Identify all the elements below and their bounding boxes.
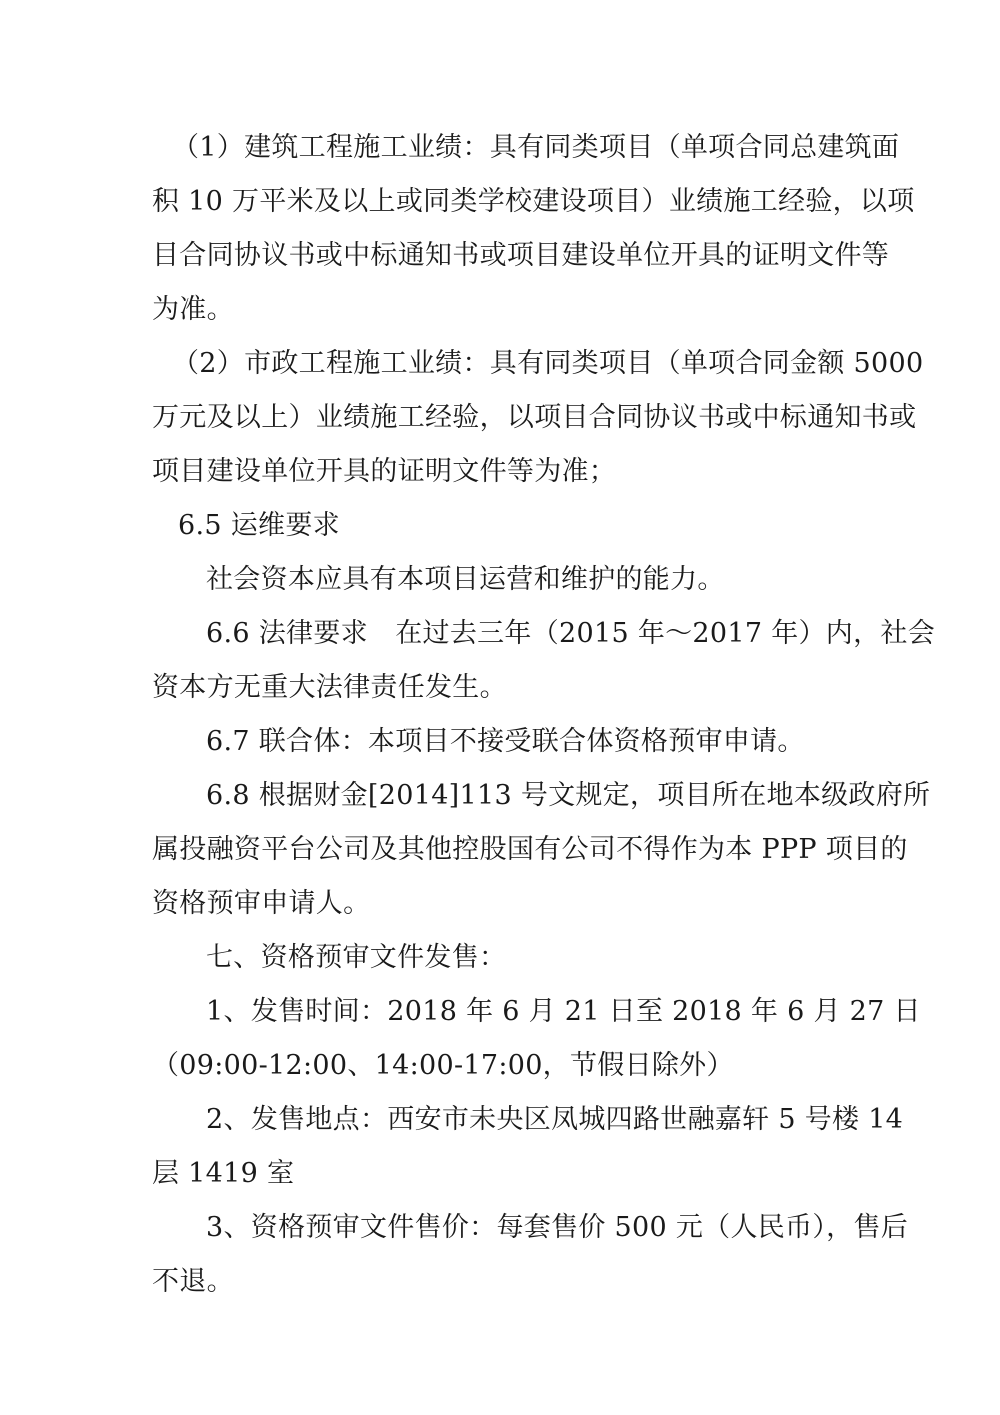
text-line: 资本方无重大法律责任发生。 bbox=[152, 672, 507, 703]
section-heading: 七、资格预审文件发售： bbox=[206, 942, 507, 973]
text-line: 不退。 bbox=[152, 1266, 234, 1297]
text-line: 社会资本应具有本项目运营和维护的能力。 bbox=[206, 564, 725, 595]
text-line: 2、发售地点：西安市未央区凤城四路世融嘉轩 5 号楼 14 bbox=[206, 1104, 904, 1135]
text-line: 1、发售时间：2018 年 6 月 21 日至 2018 年 6 月 27 日 bbox=[206, 996, 921, 1027]
text-line: 属投融资平台公司及其他控股国有公司不得作为本 PPP 项目的 bbox=[152, 834, 908, 865]
text-line: （2）市政工程施工业绩：具有同类项目（单项合同金额 5000 bbox=[172, 348, 924, 379]
text-line: 万元及以上）业绩施工经验，以项目合同协议书或中标通知书或 bbox=[152, 402, 917, 433]
text-line: 层 1419 室 bbox=[152, 1158, 295, 1189]
text-line: 资格预审申请人。 bbox=[152, 888, 371, 919]
text-line: 积 10 万平米及以上或同类学校建设项目）业绩施工经验，以项 bbox=[152, 186, 915, 217]
text-line: 6.7 联合体：本项目不接受联合体资格预审申请。 bbox=[206, 726, 805, 757]
text-line: 6.6 法律要求 在过去三年（2015 年～2017 年）内，社会 bbox=[206, 618, 936, 649]
section-heading: 6.5 运维要求 bbox=[178, 510, 340, 541]
text-line: 目合同协议书或中标通知书或项目建设单位开具的证明文件等 bbox=[152, 240, 890, 271]
text-line: 项目建设单位开具的证明文件等为准； bbox=[152, 456, 617, 487]
text-line: （09:00-12:00、14:00-17:00，节假日除外） bbox=[152, 1050, 734, 1081]
text-line: 6.8 根据财金[2014]113 号文规定，项目所在地本级政府所 bbox=[206, 780, 931, 811]
text-line: 3、资格预审文件售价：每套售价 500 元（人民币），售后 bbox=[206, 1212, 909, 1243]
text-line: （1）建筑工程施工业绩：具有同类项目（单项合同总建筑面 bbox=[172, 132, 900, 163]
text-line: 为准。 bbox=[152, 294, 234, 325]
